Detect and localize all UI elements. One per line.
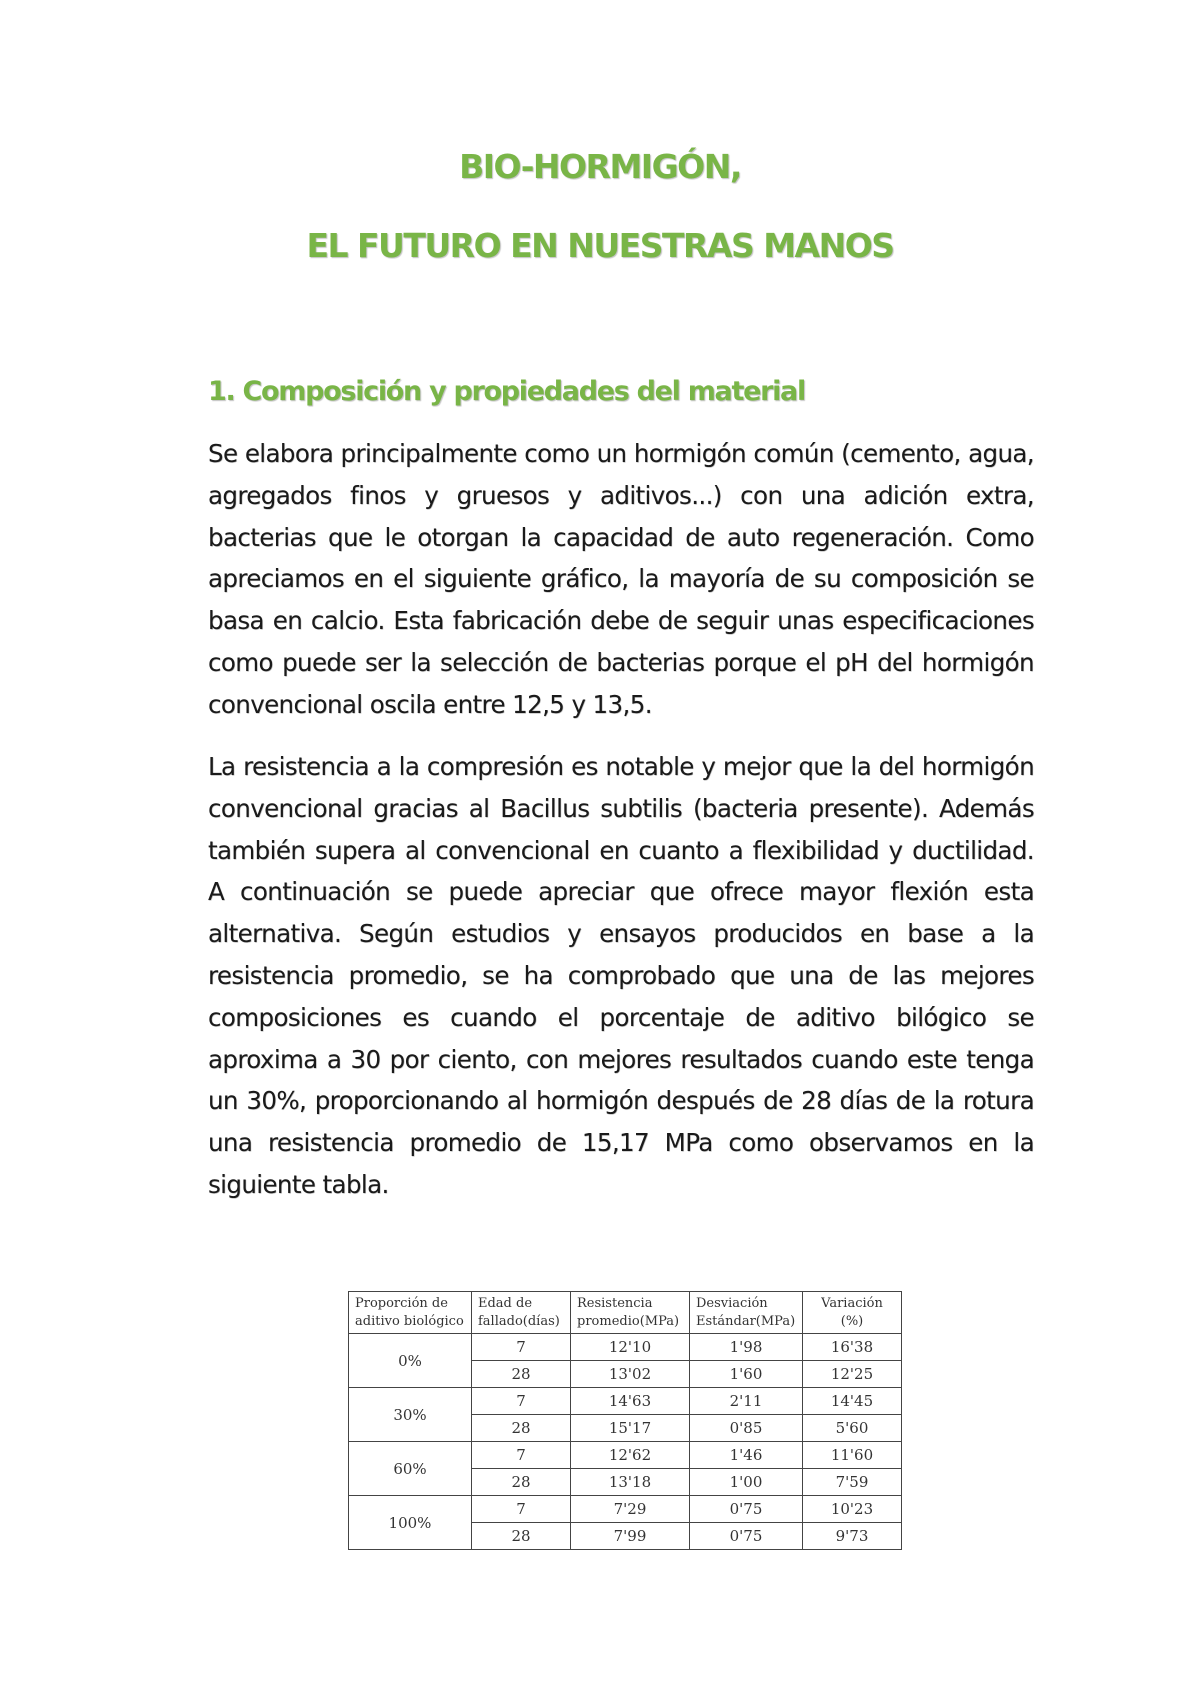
header-variation: Variación (%) <box>803 1292 902 1334</box>
variation-cell: 7'59 <box>803 1469 902 1496</box>
header-deviation: Desviación Estándar(MPa) <box>690 1292 803 1334</box>
deviation-cell: 0'75 <box>690 1523 803 1550</box>
deviation-cell: 0'75 <box>690 1496 803 1523</box>
resistance-cell: 14'63 <box>571 1388 690 1415</box>
resistance-cell: 13'02 <box>571 1361 690 1388</box>
deviation-cell: 1'00 <box>690 1469 803 1496</box>
variation-cell: 12'25 <box>803 1361 902 1388</box>
paragraph-resistance: La resistencia a la compresión es notable y mejor que la del hormigón convencional gracias al Bacillus subtilis (bacteria presente). Además también supera al convencional en cuanto a flexibilidad y ductilidad. A continuación se puede apreciar que ofrece mayor flexión esta alternativa. Según estudios y ensayos producidos en base a la resistencia promedio, se ha comprobado que una de las mejores composiciones es cuando el porcentaje de aditivo bilógico se aproxima a 30 por ciento, con mejores resultados cuando este tenga un 30%, proporcionando al hormigón después de 28 días de la rotura una resistencia promedio de 15,17 MPa como observamos en la siguiente tabla. <box>208 752 1034 1199</box>
resistance-cell: 7'99 <box>571 1523 690 1550</box>
section-heading: 1. Composición y propiedades del material <box>208 376 805 407</box>
age-cell: 28 <box>472 1361 571 1388</box>
table-row <box>349 1442 902 1469</box>
table-row <box>349 1496 902 1523</box>
variation-cell: 11'60 <box>803 1442 902 1469</box>
deviation-cell: 0'85 <box>690 1415 803 1442</box>
proportion-cell: 30% <box>349 1388 472 1442</box>
resistance-cell: 7'29 <box>571 1496 690 1523</box>
table-row <box>349 1334 902 1361</box>
deviation-cell: 1'60 <box>690 1361 803 1388</box>
header-age: Edad de fallado(días) <box>472 1292 571 1334</box>
age-cell: 28 <box>472 1523 571 1550</box>
age-cell: 7 <box>472 1334 571 1361</box>
variation-cell: 16'38 <box>803 1334 902 1361</box>
document-title-line-1: BIO-HORMIGÓN, <box>459 147 741 186</box>
proportion-cell: 60% <box>349 1442 472 1496</box>
header-resistance: Resistencia promedio(MPa) <box>571 1292 690 1334</box>
age-cell: 28 <box>472 1469 571 1496</box>
header-proportion: Proporción de aditivo biológico <box>349 1292 472 1334</box>
age-cell: 7 <box>472 1442 571 1469</box>
proportion-cell: 100% <box>349 1496 472 1550</box>
resistance-cell: 13'18 <box>571 1469 690 1496</box>
document-title-line-2: EL FUTURO EN NUESTRAS MANOS <box>306 226 894 265</box>
proportion-cell: 0% <box>349 1334 472 1388</box>
paragraph-composition: Se elabora principalmente como un hormigón común (cemento, agua, agregados finos y gruesos y aditivos...) con una adición extra, bacterias que le otorgan la capacidad de auto regeneración. Como apreciamos en el siguiente gráfico, la mayoría de su composición se basa en calcio. Esta fabricación debe de seguir unas especificaciones como puede ser la selección de bacterias porque el pH del hormigón convencional oscila entre 12,5 y 13,5. <box>208 439 1034 719</box>
variation-cell: 5'60 <box>803 1415 902 1442</box>
deviation-cell: 2'11 <box>690 1388 803 1415</box>
age-cell: 28 <box>472 1415 571 1442</box>
deviation-cell: 1'98 <box>690 1334 803 1361</box>
table-header-row <box>349 1292 902 1334</box>
variation-cell: 9'73 <box>803 1523 902 1550</box>
resistance-table <box>348 1291 902 1550</box>
resistance-cell: 15'17 <box>571 1415 690 1442</box>
variation-cell: 10'23 <box>803 1496 902 1523</box>
resistance-cell: 12'10 <box>571 1334 690 1361</box>
table-row <box>349 1388 902 1415</box>
deviation-cell: 1'46 <box>690 1442 803 1469</box>
age-cell: 7 <box>472 1496 571 1523</box>
variation-cell: 14'45 <box>803 1388 902 1415</box>
resistance-cell: 12'62 <box>571 1442 690 1469</box>
age-cell: 7 <box>472 1388 571 1415</box>
